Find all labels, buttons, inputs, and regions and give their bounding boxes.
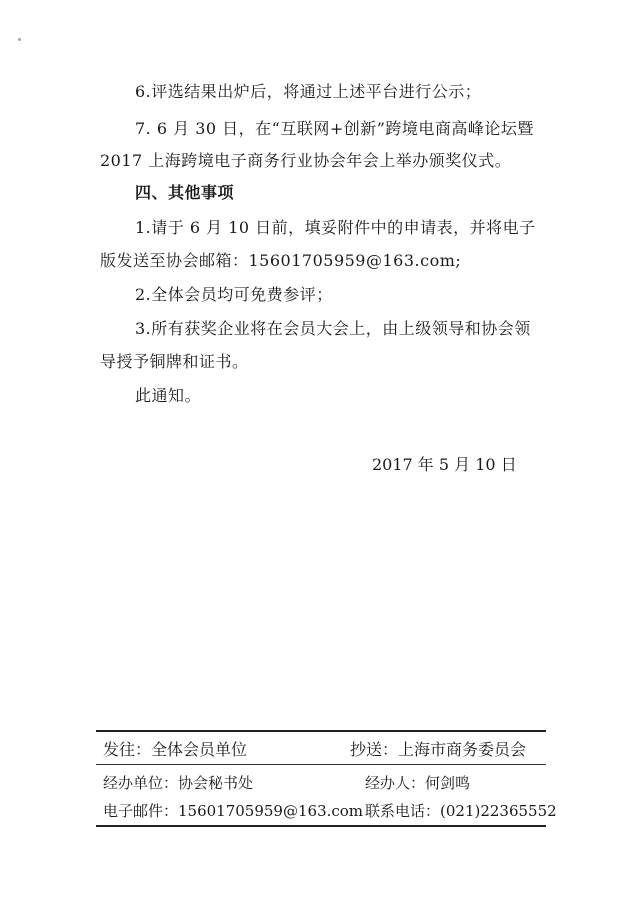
footer-office: 经办单位：协会秘书处 (103, 774, 254, 792)
scan-speck (18, 38, 21, 41)
body-line-7: 2.全体会员均可免费参评； (135, 285, 333, 304)
body-line-9: 导授予铜牌和证书。 (100, 352, 249, 371)
body-line-6: 版发送至协会邮箱：15601705959@163.com; (100, 251, 462, 270)
footer-middle-rule (96, 764, 546, 765)
footer-handler: 经办人：何剑鸣 (365, 774, 471, 792)
document-date: 2017 年 5 月 10 日 (372, 455, 517, 474)
body-line-2: 7. 6 月 30 日，在“互联网+创新”跨境电商高峰论坛暨 (135, 119, 534, 138)
footer-top-rule (96, 730, 546, 732)
section-heading-other-matters: 四、其他事项 (135, 183, 235, 202)
body-line-3: 2017 上海跨境电子商务行业协会年会上举办颁奖仪式。 (100, 151, 512, 170)
footer-bottom-rule (96, 825, 546, 827)
footer-phone: 联系电话：(021)22365552 (365, 802, 557, 820)
closing-line: 此通知。 (135, 386, 202, 405)
footer-email: 电子邮件：15601705959@163.com (103, 802, 364, 820)
body-line-5: 1.请于 6 月 10 日前，填妥附件中的申请表，并将电子 (135, 218, 536, 237)
footer-cc: 抄送：上海市商务委员会 (350, 740, 527, 759)
body-line-8: 3.所有获奖企业将在会员大会上，由上级领导和协会领 (135, 319, 531, 338)
body-line-1: 6.评选结果出炉后，将通过上述平台进行公示； (135, 82, 482, 101)
footer-send-to: 发往：全体会员单位 (103, 740, 248, 759)
